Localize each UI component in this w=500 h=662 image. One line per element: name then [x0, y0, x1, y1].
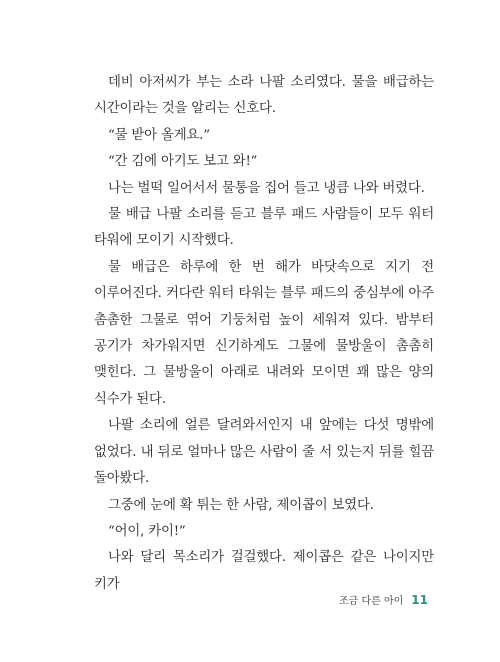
paragraph: “물 받아 올게요.” [108, 127, 210, 143]
body-text [94, 70, 434, 598]
paragraph: 나는 벌떡 일어서서 물통을 집어 들고 냉큼 나와 버렸다. [108, 180, 425, 196]
paragraph: “어이, 카이!” [108, 523, 186, 539]
paragraph: 물 배급 나팔 소리를 듣고 블루 패드 사람들이 모두 워터 타워에 모이기 시작했다. [94, 207, 434, 249]
paragraph: 데비 아저씨가 부는 소라 나팔 소리였다. 물을 배급하는 시간이라는 것을 알리는 신호다. [94, 75, 434, 117]
page-number: 11 [411, 593, 428, 607]
paragraph: 나팔 소리에 얼른 달려와서인지 내 앞에는 다섯 명밖에 없었다. 내 뒤로 얼마나 많은 사람이 줄 서 있는지 뒤를 힐끔 돌아봤다. [94, 418, 434, 487]
running-title: 조금 다른 아이 [338, 596, 404, 607]
paragraph: 나와 달리 목소리가 걸걸했다. 제이콥은 같은 나이지만 키가 [94, 550, 434, 592]
page-footer [339, 592, 428, 607]
paragraph: 그중에 눈에 확 튀는 한 사람, 제이콥이 보였다. [108, 497, 374, 513]
paragraph: 물 배급은 하루에 한 번 해가 바닷속으로 지기 전 이루어진다. 커다란 워터 타워는 블루 패드의 중심부에 아주 촘촘한 그물로 엮어 기둥처럼 높이 세워져 있다. 밤부터 공기가 차가워지면 신기하게도 그물에 물방울이 촘촘히 맺힌다. 그 물방울이 아래로 내려와 모이면 꽤 많은 양의 식수가 된다. [94, 259, 434, 407]
paragraph: “간 김에 아기도 보고 와!” [108, 154, 258, 170]
